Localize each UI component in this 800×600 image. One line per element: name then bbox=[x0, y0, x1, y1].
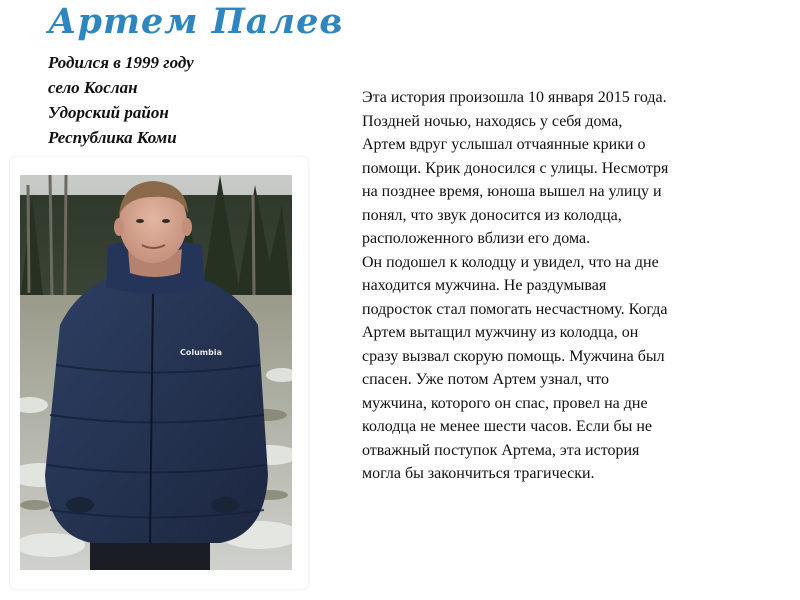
story-line: Эта история произошла 10 января 2015 года. bbox=[362, 89, 667, 106]
story-line: спасен. Уже потом Артем узнал, что bbox=[362, 371, 610, 388]
story-line: подросток стал помогать несчастному. Когда bbox=[362, 300, 668, 318]
story-line: расположенного вблизи его дома. bbox=[362, 230, 591, 247]
story-line: Артем вдруг услышал отчаянные крики о bbox=[362, 136, 646, 153]
story-line: Артем вытащил мужчину из колодца, он bbox=[362, 324, 639, 341]
bio-district: Удорский район bbox=[48, 103, 169, 122]
story-line: могла бы закончиться трагически. bbox=[362, 465, 595, 482]
story-line: находится мужчина. Не раздумывая bbox=[362, 277, 607, 294]
story-line: Он подошел к колодцу и увидел, что на дне bbox=[362, 253, 659, 271]
story-line: колодца не менее шести часов. Если бы не bbox=[362, 418, 652, 435]
story-line: мужчина, которого он спас, провел на дне bbox=[362, 394, 648, 412]
story-line: отважный поступок Артема, эта история bbox=[362, 441, 640, 459]
story-text bbox=[362, 86, 762, 486]
jacket-logo-text: Columbia bbox=[180, 348, 223, 357]
bio-village: село Кослан bbox=[48, 78, 138, 97]
story-line: помощи. Крик доносился с улицы. Несмотря bbox=[362, 159, 669, 177]
bio-republic: Республика Коми bbox=[48, 128, 177, 147]
story-line: Поздней ночью, находясь у себя дома, bbox=[362, 112, 623, 130]
portrait-photo bbox=[20, 175, 292, 570]
bio-block bbox=[48, 50, 194, 150]
story-line: понял, что звук доносится из колодца, bbox=[362, 206, 622, 224]
bio-birth-year: Родился в 1999 году bbox=[48, 53, 194, 72]
story-line: сразу вызвал скорую помощь. Мужчина был bbox=[362, 347, 665, 365]
story-line: на позднее время, юноша вышел на улицу и bbox=[362, 183, 662, 200]
person-name-title: Артем Палев bbox=[48, 1, 344, 42]
